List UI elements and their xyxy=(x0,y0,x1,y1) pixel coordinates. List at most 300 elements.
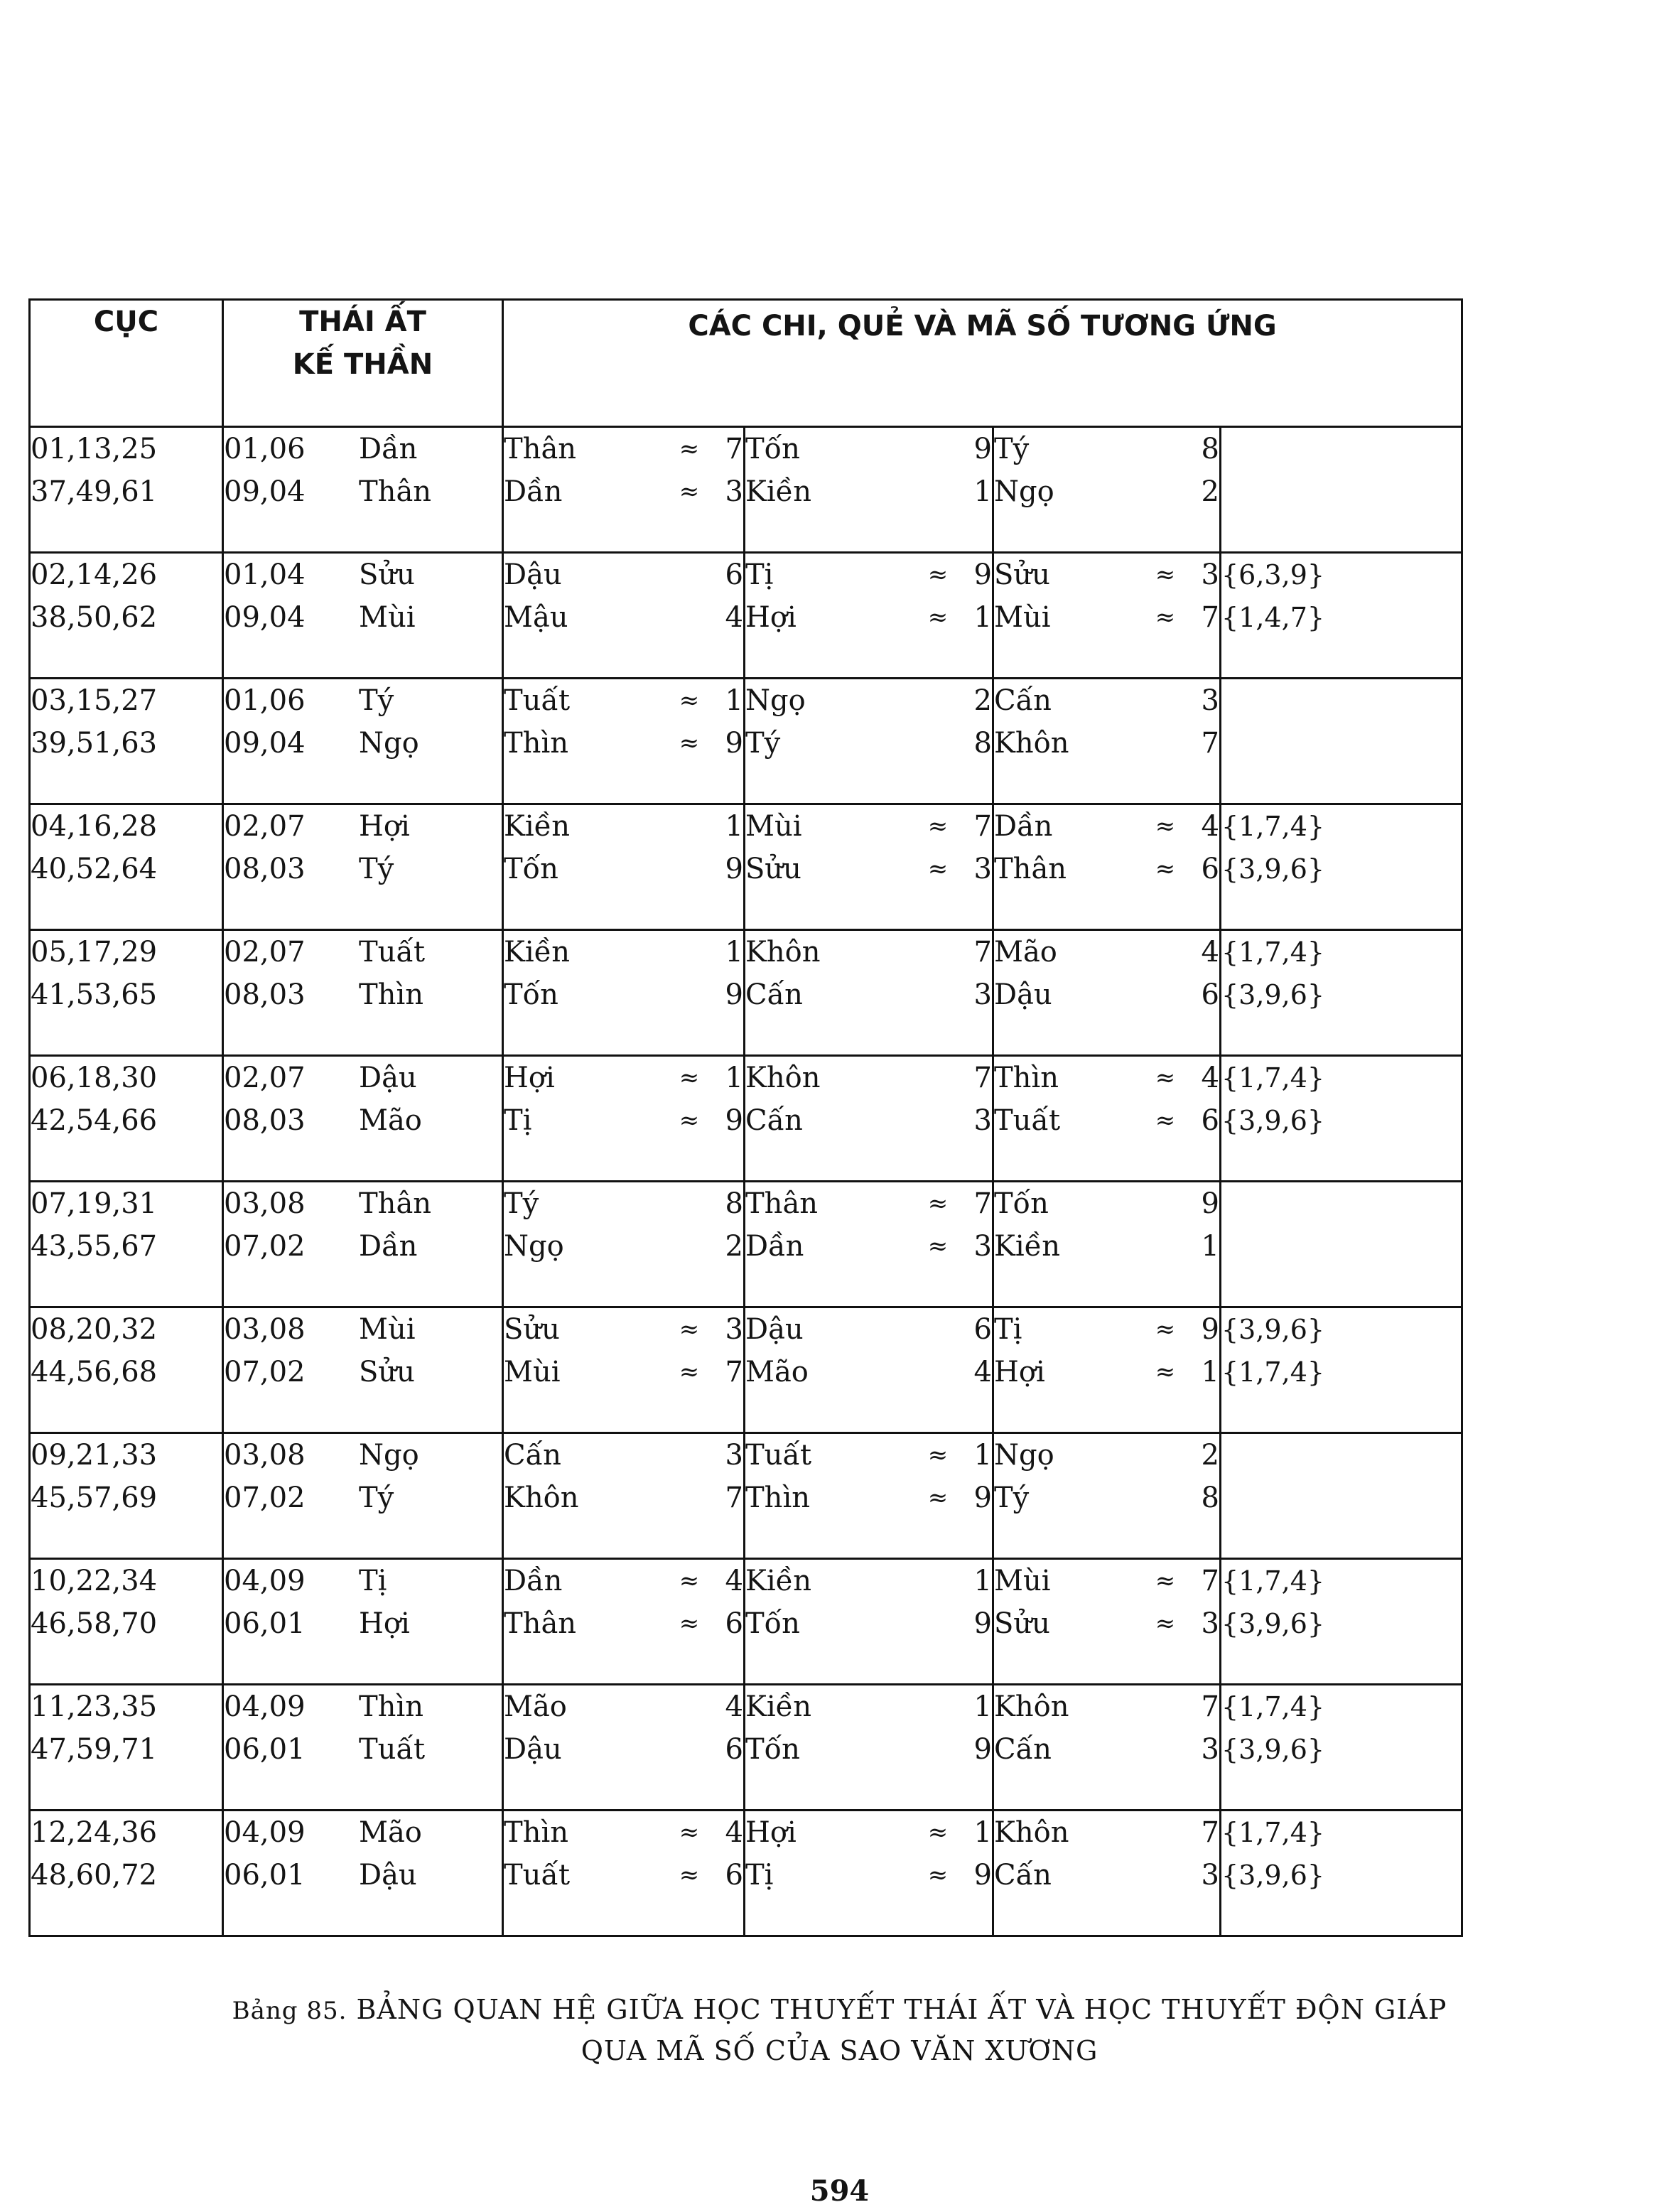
thai-at-branch: Tý xyxy=(359,853,394,885)
chi-que-entry xyxy=(745,848,992,890)
chi-que-code: 3 xyxy=(725,1439,743,1472)
chi-que-cell xyxy=(745,427,993,553)
chi-que-name: Mùi xyxy=(745,810,802,843)
approx-sign: ≈ xyxy=(1155,1064,1176,1092)
approx-sign xyxy=(1144,679,1187,722)
chi-que-code: 6 xyxy=(725,1733,743,1766)
chi-que-cell xyxy=(503,1056,745,1182)
cuc-cell xyxy=(30,1307,223,1433)
chi-que-name: Hợi xyxy=(745,1816,797,1849)
thai-at-numbers: 09,04 xyxy=(224,601,306,634)
chi-que-entry xyxy=(745,805,992,848)
chi-que-entry xyxy=(504,931,743,973)
thai-at-cell xyxy=(223,804,503,930)
chi-que-name: Kiền xyxy=(745,1565,812,1597)
chi-que-name: Tuất xyxy=(504,1859,571,1892)
table-row xyxy=(30,679,1462,804)
thai-at-numbers: 03,08 xyxy=(224,1439,306,1472)
chi-que-name: Kiền xyxy=(504,810,571,843)
approx-sign: ≈ xyxy=(927,603,949,632)
approx-sign xyxy=(668,554,711,596)
chi-que-name: Thân xyxy=(504,1607,577,1640)
table-row xyxy=(30,553,1462,679)
chi-que-code: 7 xyxy=(973,1187,992,1220)
chi-que-entry xyxy=(504,679,743,722)
thai-at-numbers: 08,03 xyxy=(224,853,306,885)
cuc-line2: 46,58,70 xyxy=(31,1607,158,1640)
chi-que-entry xyxy=(994,1560,1219,1602)
chi-que-code: 4 xyxy=(725,601,743,634)
approx-sign: ≈ xyxy=(1155,1106,1176,1135)
thai-at-branch: Mão xyxy=(359,1816,422,1849)
number-set-1: {1,7,4} xyxy=(1221,1691,1325,1722)
chi-que-name: Thìn xyxy=(504,727,568,760)
thai-at-branch: Tý xyxy=(359,684,394,717)
approx-sign xyxy=(917,973,959,1016)
chi-que-code: 1 xyxy=(725,684,743,717)
chi-que-cell xyxy=(745,1307,993,1433)
approx-sign xyxy=(1144,1434,1187,1477)
chi-que-entry xyxy=(745,1811,992,1854)
chi-que-cell xyxy=(503,427,745,553)
approx-sign: ≈ xyxy=(679,1818,700,1847)
cuc-line1: 07,19,31 xyxy=(31,1187,158,1220)
number-set-1: {6,3,9} xyxy=(1221,559,1325,590)
chi-que-name: Kiền xyxy=(504,936,571,969)
cuc-line2: 37,49,61 xyxy=(31,475,158,508)
chi-que-entry xyxy=(504,1182,743,1225)
chi-que-name: Tị xyxy=(504,1104,532,1137)
chi-que-code: 1 xyxy=(1201,1356,1219,1388)
chi-que-name: Thân xyxy=(994,853,1067,885)
cuc-line2: 41,53,65 xyxy=(31,978,158,1011)
chi-que-code: 3 xyxy=(973,978,992,1011)
chi-que-entry xyxy=(994,428,1219,470)
thai-at-cell xyxy=(223,930,503,1056)
chi-que-code: 7 xyxy=(1201,727,1219,760)
approx-sign xyxy=(917,1602,959,1645)
thai-at-numbers: 02,07 xyxy=(224,810,306,843)
approx-sign xyxy=(1144,1854,1187,1897)
chi-que-name: Ngọ xyxy=(745,684,806,717)
chi-que-cell xyxy=(745,679,993,804)
number-set-2: {3,9,6} xyxy=(1221,1608,1325,1639)
chi-que-code: 1 xyxy=(1201,1230,1219,1263)
table-row xyxy=(30,1559,1462,1685)
chi-que-cell xyxy=(745,1433,993,1559)
thai-at-line xyxy=(224,722,502,765)
chi-que-name: Tý xyxy=(745,727,781,760)
thai-at-numbers: 08,03 xyxy=(224,978,306,1011)
chi-que-code: 8 xyxy=(1201,433,1219,465)
chi-que-name: Tị xyxy=(994,1313,1022,1346)
thai-at-numbers: 01,06 xyxy=(224,433,306,465)
chi-que-code: 1 xyxy=(973,1690,992,1723)
number-set-2: {3,9,6} xyxy=(1221,979,1325,1010)
thai-at-numbers: 06,01 xyxy=(224,1859,306,1892)
chi-que-name: Khôn xyxy=(745,936,821,969)
thai-at-numbers: 09,04 xyxy=(224,475,306,508)
number-set-1: {3,9,6} xyxy=(1221,1314,1325,1345)
cuc-cell xyxy=(30,1056,223,1182)
approx-sign xyxy=(668,1685,711,1728)
approx-sign: ≈ xyxy=(1155,1609,1176,1638)
chi-que-code: 7 xyxy=(725,1356,743,1388)
chi-que-entry xyxy=(504,470,743,513)
approx-sign xyxy=(917,722,959,765)
approx-sign: ≈ xyxy=(927,1232,949,1261)
approx-sign xyxy=(917,470,959,513)
chi-que-code: 4 xyxy=(1201,810,1219,843)
chi-que-code: 3 xyxy=(973,853,992,885)
chi-que-entry xyxy=(745,1057,992,1099)
thai-at-line xyxy=(224,973,502,1016)
thai-at-branch: Thân xyxy=(359,1187,432,1220)
approx-sign: ≈ xyxy=(1155,1358,1176,1386)
approx-sign xyxy=(1144,1182,1187,1225)
chi-que-code: 6 xyxy=(1201,1104,1219,1137)
thai-at-numbers: 04,09 xyxy=(224,1816,306,1849)
thai-at-branch: Ngọ xyxy=(359,727,419,760)
thai-at-numbers: 06,01 xyxy=(224,1607,306,1640)
chi-que-code: 4 xyxy=(1201,1062,1219,1094)
chi-que-entry xyxy=(504,1057,743,1099)
chi-que-name: Dần xyxy=(504,475,563,508)
chi-que-name: Mùi xyxy=(504,1356,561,1388)
chi-que-entry xyxy=(504,805,743,848)
cuc-line1: 10,22,34 xyxy=(31,1565,158,1597)
chi-que-entry xyxy=(994,1434,1219,1477)
thai-at-cell xyxy=(223,553,503,679)
number-set-1: {1,7,4} xyxy=(1221,1062,1325,1094)
chi-que-code: 7 xyxy=(725,1482,743,1514)
chi-que-entry xyxy=(745,470,992,513)
cuc-line2: 44,56,68 xyxy=(31,1356,158,1388)
chi-que-code: 3 xyxy=(1201,1859,1219,1892)
chi-que-code: 1 xyxy=(973,1565,992,1597)
approx-sign xyxy=(668,1434,711,1477)
chi-que-code: 7 xyxy=(725,433,743,465)
thai-at-branch: Dậu xyxy=(359,1859,417,1892)
thai-at-line xyxy=(224,1434,502,1477)
thai-at-cell xyxy=(223,1182,503,1307)
chi-que-code: 9 xyxy=(725,978,743,1011)
thai-at-branch: Dần xyxy=(359,433,418,465)
approx-sign: ≈ xyxy=(679,1315,700,1344)
chi-que-cell xyxy=(745,930,993,1056)
chi-que-name: Tốn xyxy=(745,1733,800,1766)
thai-at-numbers: 03,08 xyxy=(224,1313,306,1346)
table-row xyxy=(30,804,1462,930)
approx-sign: ≈ xyxy=(927,855,949,883)
chi-que-name: Kiền xyxy=(745,475,812,508)
chi-que-entry xyxy=(504,1308,743,1351)
chi-que-code: 2 xyxy=(1201,1439,1219,1472)
cuc-cell xyxy=(30,679,223,804)
chi-que-entry xyxy=(994,1057,1219,1099)
chi-que-name: Hợi xyxy=(745,601,797,634)
chi-que-code: 9 xyxy=(725,853,743,885)
chi-que-name: Sửu xyxy=(745,853,801,885)
chi-que-entry xyxy=(504,1225,743,1268)
cuc-cell xyxy=(30,1433,223,1559)
chi-que-entry xyxy=(745,1434,992,1477)
thai-at-numbers: 01,06 xyxy=(224,684,306,717)
approx-sign xyxy=(917,428,959,470)
chi-que-code: 9 xyxy=(973,1859,992,1892)
chi-que-cell xyxy=(503,679,745,804)
thai-at-branch: Ngọ xyxy=(359,1439,419,1472)
chi-que-name: Thân xyxy=(745,1187,819,1220)
chi-que-code: 7 xyxy=(973,936,992,969)
approx-sign: ≈ xyxy=(679,1609,700,1638)
cuc-line1: 12,24,36 xyxy=(31,1816,158,1849)
thai-at-line xyxy=(224,805,502,848)
chi-que-entry xyxy=(745,722,992,765)
cuc-cell xyxy=(30,427,223,553)
chi-que-entry xyxy=(504,1434,743,1477)
chi-que-entry xyxy=(504,848,743,890)
chi-que-entry xyxy=(745,1560,992,1602)
number-set-cell xyxy=(1221,553,1462,679)
chi-que-code: 9 xyxy=(973,433,992,465)
chi-que-entry xyxy=(504,1854,743,1897)
chi-que-cell xyxy=(503,553,745,679)
approx-sign: ≈ xyxy=(679,1567,700,1595)
chi-que-code: 7 xyxy=(1201,1816,1219,1849)
thai-at-numbers: 04,09 xyxy=(224,1565,306,1597)
approx-sign xyxy=(668,973,711,1016)
thai-at-cell xyxy=(223,1433,503,1559)
chi-que-entry xyxy=(504,1602,743,1645)
chi-que-cell xyxy=(993,1811,1221,1936)
thai-at-line xyxy=(224,1308,502,1351)
chi-que-code: 7 xyxy=(973,1062,992,1094)
chi-que-entry xyxy=(745,428,992,470)
table-caption xyxy=(0,1990,1679,2071)
chi-que-name: Dần xyxy=(994,810,1053,843)
number-set-2: {1,4,7} xyxy=(1221,602,1325,633)
table-row xyxy=(30,1811,1462,1936)
cuc-line2: 47,59,71 xyxy=(31,1733,158,1766)
cuc-line1: 04,16,28 xyxy=(31,810,158,843)
approx-sign: ≈ xyxy=(679,1064,700,1092)
thai-at-line xyxy=(224,931,502,973)
approx-sign: ≈ xyxy=(927,1189,949,1218)
chi-que-cell xyxy=(993,1182,1221,1307)
thai-at-cell xyxy=(223,1559,503,1685)
chi-que-cell xyxy=(993,1056,1221,1182)
thai-at-branch: Mùi xyxy=(359,1313,416,1346)
thai-at-numbers: 02,07 xyxy=(224,1062,306,1094)
chi-que-cell xyxy=(503,1433,745,1559)
thai-at-cell xyxy=(223,1811,503,1936)
thai-at-cell xyxy=(223,1056,503,1182)
chi-que-name: Thìn xyxy=(745,1482,810,1514)
cuc-line2: 39,51,63 xyxy=(31,727,158,760)
chi-que-cell xyxy=(993,1433,1221,1559)
chi-que-entry xyxy=(994,805,1219,848)
cuc-line1: 08,20,32 xyxy=(31,1313,158,1346)
chi-que-code: 6 xyxy=(1201,978,1219,1011)
chi-que-cell xyxy=(993,679,1221,804)
cuc-line2: 45,57,69 xyxy=(31,1482,158,1514)
approx-sign xyxy=(668,1477,711,1519)
chi-que-name: Cấn xyxy=(745,978,803,1011)
chi-que-name: Khôn xyxy=(745,1062,821,1094)
thai-at-branch: Thìn xyxy=(359,1690,423,1723)
thai-at-numbers: 03,08 xyxy=(224,1187,306,1220)
thai-at-line xyxy=(224,1099,502,1142)
correspondence-table xyxy=(28,298,1463,1937)
thai-at-branch: Tuất xyxy=(359,1733,426,1766)
approx-sign xyxy=(668,596,711,639)
thai-at-branch: Mão xyxy=(359,1104,422,1137)
number-set-2: {3,9,6} xyxy=(1221,1734,1325,1765)
thai-at-cell xyxy=(223,1685,503,1811)
cuc-cell xyxy=(30,1811,223,1936)
chi-que-name: Tốn xyxy=(504,853,558,885)
chi-que-name: Tý xyxy=(504,1187,539,1220)
chi-que-entry xyxy=(745,1685,992,1728)
approx-sign xyxy=(1144,1685,1187,1728)
thai-at-branch: Tị xyxy=(359,1565,387,1597)
chi-que-entry xyxy=(745,1225,992,1268)
chi-que-name: Dậu xyxy=(994,978,1052,1011)
header-cuc: CỤC xyxy=(30,300,223,427)
approx-sign xyxy=(917,1099,959,1142)
thai-at-branch: Sửu xyxy=(359,559,415,591)
approx-sign xyxy=(1144,931,1187,973)
thai-at-line xyxy=(224,1602,502,1645)
thai-at-line xyxy=(224,1351,502,1393)
chi-que-entry xyxy=(504,1560,743,1602)
chi-que-name: Cấn xyxy=(994,1733,1052,1766)
chi-que-entry xyxy=(994,470,1219,513)
chi-que-entry xyxy=(994,1602,1219,1645)
chi-que-name: Mùi xyxy=(994,1565,1051,1597)
cuc-line1: 09,21,33 xyxy=(31,1439,158,1472)
approx-sign: ≈ xyxy=(1155,1567,1176,1595)
number-set-2: {3,9,6} xyxy=(1221,853,1325,885)
chi-que-name: Ngọ xyxy=(994,475,1054,508)
chi-que-entry xyxy=(504,1477,743,1519)
approx-sign xyxy=(917,1728,959,1771)
thai-at-branch: Hợi xyxy=(359,810,410,843)
chi-que-name: Dần xyxy=(745,1230,804,1263)
chi-que-code: 1 xyxy=(973,475,992,508)
chi-que-name: Cấn xyxy=(994,1859,1052,1892)
table-body xyxy=(30,427,1462,1936)
chi-que-name: Dần xyxy=(504,1565,563,1597)
thai-at-numbers: 07,02 xyxy=(224,1230,306,1263)
number-set-1: {1,7,4} xyxy=(1221,1565,1325,1597)
chi-que-entry xyxy=(994,931,1219,973)
chi-que-name: Tốn xyxy=(504,978,558,1011)
chi-que-cell xyxy=(745,1811,993,1936)
thai-at-line xyxy=(224,1854,502,1897)
thai-at-line xyxy=(224,596,502,639)
number-set-cell xyxy=(1221,427,1462,553)
approx-sign xyxy=(1144,1728,1187,1771)
number-set-cell xyxy=(1221,1559,1462,1685)
chi-que-entry xyxy=(994,1308,1219,1351)
thai-at-line xyxy=(224,1225,502,1268)
chi-que-name: Khôn xyxy=(994,1690,1069,1723)
chi-que-code: 9 xyxy=(973,1482,992,1514)
chi-que-name: Thân xyxy=(504,433,577,465)
cuc-line2: 40,52,64 xyxy=(31,853,158,885)
thai-at-cell xyxy=(223,679,503,804)
chi-que-code: 1 xyxy=(973,1816,992,1849)
chi-que-entry xyxy=(745,931,992,973)
thai-at-line xyxy=(224,470,502,513)
chi-que-entry xyxy=(504,1811,743,1854)
chi-que-code: 6 xyxy=(973,1313,992,1346)
approx-sign: ≈ xyxy=(1155,812,1176,841)
chi-que-entry xyxy=(994,1728,1219,1771)
table-row xyxy=(30,1685,1462,1811)
chi-que-entry xyxy=(504,596,743,639)
chi-que-code: 3 xyxy=(725,475,743,508)
chi-que-entry xyxy=(504,722,743,765)
thai-at-cell xyxy=(223,1307,503,1433)
chi-que-code: 3 xyxy=(973,1104,992,1137)
chi-que-code: 6 xyxy=(725,1607,743,1640)
chi-que-name: Ngọ xyxy=(504,1230,564,1263)
approx-sign xyxy=(917,679,959,722)
cuc-cell xyxy=(30,804,223,930)
chi-que-code: 8 xyxy=(1201,1482,1219,1514)
number-set-2: {3,9,6} xyxy=(1221,1105,1325,1136)
approx-sign: ≈ xyxy=(927,1484,949,1512)
chi-que-code: 2 xyxy=(1201,475,1219,508)
chi-que-name: Dậu xyxy=(745,1313,804,1346)
chi-que-entry xyxy=(994,1811,1219,1854)
number-set-cell xyxy=(1221,804,1462,930)
thai-at-branch: Sửu xyxy=(359,1356,415,1388)
cuc-cell xyxy=(30,1685,223,1811)
thai-at-numbers: 09,04 xyxy=(224,727,306,760)
approx-sign xyxy=(668,1182,711,1225)
number-set-cell xyxy=(1221,1685,1462,1811)
chi-que-cell xyxy=(745,804,993,930)
cuc-line1: 05,17,29 xyxy=(31,936,158,969)
approx-sign: ≈ xyxy=(927,561,949,589)
chi-que-entry xyxy=(745,596,992,639)
chi-que-name: Sửu xyxy=(504,1313,560,1346)
chi-que-entry xyxy=(994,722,1219,765)
thai-at-line xyxy=(224,679,502,722)
chi-que-name: Mão xyxy=(745,1356,809,1388)
approx-sign: ≈ xyxy=(679,435,700,463)
thai-at-branch: Hợi xyxy=(359,1607,410,1640)
approx-sign: ≈ xyxy=(927,1818,949,1847)
thai-at-line xyxy=(224,1057,502,1099)
chi-que-name: Khôn xyxy=(504,1482,579,1514)
approx-sign xyxy=(668,1225,711,1268)
thai-at-branch: Thân xyxy=(359,475,432,508)
cuc-line1: 01,13,25 xyxy=(31,433,158,465)
number-set-1: {1,7,4} xyxy=(1221,937,1325,968)
table-row xyxy=(30,930,1462,1056)
chi-que-entry xyxy=(994,1854,1219,1897)
chi-que-cell xyxy=(993,1307,1221,1433)
chi-que-entry xyxy=(994,679,1219,722)
chi-que-cell xyxy=(503,1811,745,1936)
chi-que-entry xyxy=(745,1182,992,1225)
approx-sign xyxy=(917,1685,959,1728)
